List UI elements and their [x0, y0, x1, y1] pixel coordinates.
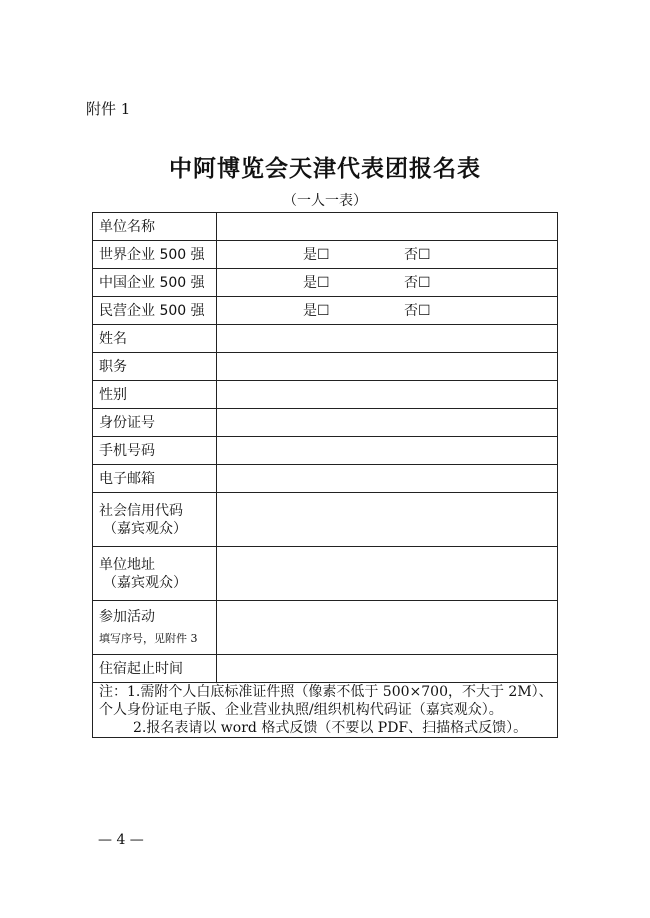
checkbox-private-500-no[interactable]: 否☐ [404, 302, 431, 319]
field-private-500 [217, 297, 558, 325]
label-id-number: 身份证号 [93, 409, 217, 437]
form-row-mobile [93, 437, 558, 465]
label-credit-code-main: 社会信用代码 [99, 502, 183, 519]
label-activities [93, 601, 217, 655]
form-subtitle: （一人一表） [283, 193, 367, 209]
form-notes-row [93, 683, 558, 738]
attachment-label: 附件 1 [86, 100, 131, 118]
form-row-gender [93, 381, 558, 409]
label-credit-code [93, 493, 217, 547]
form-title: 中阿博览会天津代表团报名表 [169, 155, 481, 182]
note-line-3: 2.报名表请以 word 格式反馈（不要以 PDF、扫描格式反馈）。 [133, 720, 528, 736]
checkbox-china-500-yes[interactable]: 是☐ [303, 274, 330, 291]
field-mobile[interactable] [217, 437, 558, 465]
field-company-name[interactable] [217, 213, 558, 241]
label-company-name: 单位名称 [93, 213, 217, 241]
checkbox-private-500-yes[interactable]: 是☐ [303, 302, 330, 319]
form-row-company-name [93, 213, 558, 241]
label-world-500: 世界企业 500 强 [93, 241, 217, 269]
form-row-name [93, 325, 558, 353]
label-private-500: 民营企业 500 强 [93, 297, 217, 325]
note-line-1: 注：1.需附个人白底标准证件照（像素不低于 500×700，不大于 2M）、 [99, 684, 553, 700]
form-row-activities [93, 601, 558, 655]
label-china-500: 中国企业 500 强 [93, 269, 217, 297]
field-company-address[interactable] [217, 547, 558, 601]
label-gender: 性别 [93, 381, 217, 409]
checkbox-world-500-no[interactable]: 否☐ [404, 246, 431, 263]
checkbox-china-500-no[interactable]: 否☐ [404, 274, 431, 291]
label-name: 姓名 [93, 325, 217, 353]
label-company-address [93, 547, 217, 601]
field-gender[interactable] [217, 381, 558, 409]
form-row-email [93, 465, 558, 493]
field-email[interactable] [217, 465, 558, 493]
label-accommodation: 住宿起止时间 [93, 655, 217, 683]
page-number: — 4 — [98, 832, 144, 848]
label-activities-hint: 填写序号，见附件 3 [99, 631, 198, 645]
field-name[interactable] [217, 325, 558, 353]
form-row-id-number [93, 409, 558, 437]
field-activities[interactable] [217, 601, 558, 655]
form-row-accommodation [93, 655, 558, 683]
field-id-number[interactable] [217, 409, 558, 437]
form-notes [93, 683, 558, 738]
registration-form-table [92, 212, 558, 738]
label-mobile: 手机号码 [93, 437, 217, 465]
field-world-500 [217, 241, 558, 269]
field-accommodation[interactable] [217, 655, 558, 683]
label-credit-code-sub: （嘉宾观众） [103, 520, 187, 537]
checkbox-world-500-yes[interactable]: 是☐ [303, 246, 330, 263]
label-activities-main: 参加活动 [99, 608, 155, 625]
field-position[interactable] [217, 353, 558, 381]
note-line-2: 个人身份证电子版、企业营业执照/组织机构代码证（嘉宾观众）。 [99, 702, 503, 718]
field-china-500 [217, 269, 558, 297]
form-row-company-address [93, 547, 558, 601]
label-email: 电子邮箱 [93, 465, 217, 493]
form-row-world-500 [93, 241, 558, 269]
label-company-address-sub: （嘉宾观众） [103, 574, 187, 591]
form-row-china-500 [93, 269, 558, 297]
label-position: 职务 [93, 353, 217, 381]
field-credit-code[interactable] [217, 493, 558, 547]
label-company-address-main: 单位地址 [99, 556, 155, 573]
form-row-position [93, 353, 558, 381]
form-row-private-500 [93, 297, 558, 325]
form-row-credit-code [93, 493, 558, 547]
